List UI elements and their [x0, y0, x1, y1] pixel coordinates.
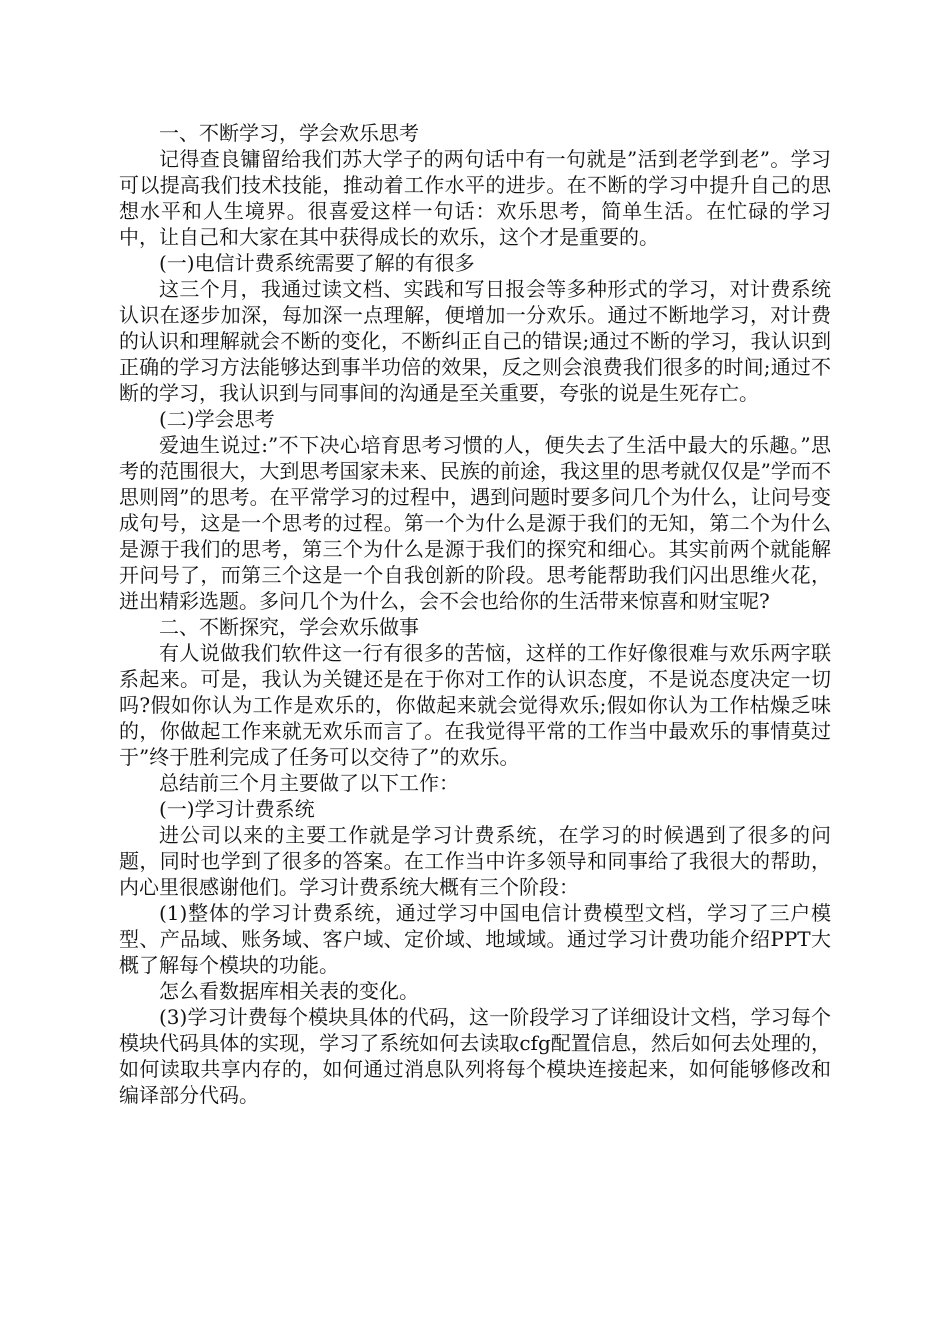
paragraph: 记得查良镛留给我们苏大学子的两句话中有一句就是”活到老学到老”。学习可以提高我们技术技能，推动着工作水平的进步。在不断的学习中提升自己的思想水平和人生境界。很喜爱这样一句话：欢乐思考，简单生活。在忙碌的学习中，让自己和大家在其中获得成长的欢乐，这个才是重要的。 — [119, 147, 831, 249]
subsection-heading: (一)学习计费系统 — [159, 797, 315, 821]
document-body — [119, 120, 831, 1108]
paragraph: 这三个月，我通过读文档、实践和写日报会等多种形式的学习，对计费系统认识在逐步加深，每加深一点理解，便增加一分欢乐。通过不断地学习，对计费的认识和理解就会不断的变化，不断纠正自己的错误;通过不断的学习，我认识到正确的学习方法能够达到事半功倍的效果，反之则会浪费我们很多的时间;通过不断的学习，我认识到与同事间的沟通是至关重要，夸张的说是生死存亡。 — [119, 277, 831, 405]
summary-line: 总结前三个月主要做了以下工作： — [159, 771, 459, 795]
paragraph: 进公司以来的主要工作就是学习计费系统，在学习的时候遇到了很多的问题，同时也学到了很多的答案。在工作当中许多领导和同事给了我很大的帮助，内心里很感谢他们。学习计费系统大概有三个阶段： — [119, 823, 831, 899]
section-heading-2: 二、不断探究，学会欢乐做事 — [159, 615, 419, 639]
paragraph: 爱迪生说过:”不下决心培育思考习惯的人，便失去了生活中最大的乐趣。”思考的范围很大，大到思考国家未来、民族的前途，我这里的思考就仅仅是”学而不思则罔”的思考。在平常学习的过程中，遇到问题时要多问几个为什么，让问号变成句号，这是一个思考的过程。第一个为什么是源于我们的无知，第二个为什么是源于我们的思考，第三个为什么是源于我们的探究和细心。其实前两个就能解开问号了，而第三个这是一个自我创新的阶段。思考能帮助我们闪出思维火花，迸出精彩选题。多问几个为什么，会不会也给你的生活带来惊喜和财宝呢? — [119, 433, 831, 613]
section-heading-1: 一、不断学习，学会欢乐思考 — [159, 121, 419, 145]
paragraph: 有人说做我们软件这一行有很多的苦恼，这样的工作好像很难与欢乐两字联系起来。可是，我认为关键还是在于你对工作的认识态度，不是说态度决定一切吗?假如你认为工作是欢乐的，你做起来就会觉得欢乐;假如你认为工作枯燥乏味的，你做起工作来就无欢乐而言了。在我觉得平常的工作当中最欢乐的事情莫过于”终于胜利完成了任务可以交待了”的欢乐。 — [119, 641, 831, 769]
paragraph: (3)学习计费每个模块具体的代码，这一阶段学习了详细设计文档，学习每个模块代码具体的实现，学习了系统如何去读取cfg配置信息，然后如何去处理的，如何读取共享内存的，如何通过消息队列将每个模块连接起来，如何能够修改和编译部分代码。 — [119, 1005, 831, 1107]
subsection-heading: (二)学会思考 — [159, 407, 275, 431]
paragraph: 怎么看数据库相关表的变化。 — [159, 979, 419, 1003]
paragraph: (1)整体的学习计费系统，通过学习中国电信计费模型文档，学习了三户模型、产品域、账务域、客户域、定价域、地域域。通过学习计费功能介绍PPT大概了解每个模块的功能。 — [119, 901, 831, 977]
subsection-heading: (一)电信计费系统需要了解的有很多 — [159, 251, 475, 275]
